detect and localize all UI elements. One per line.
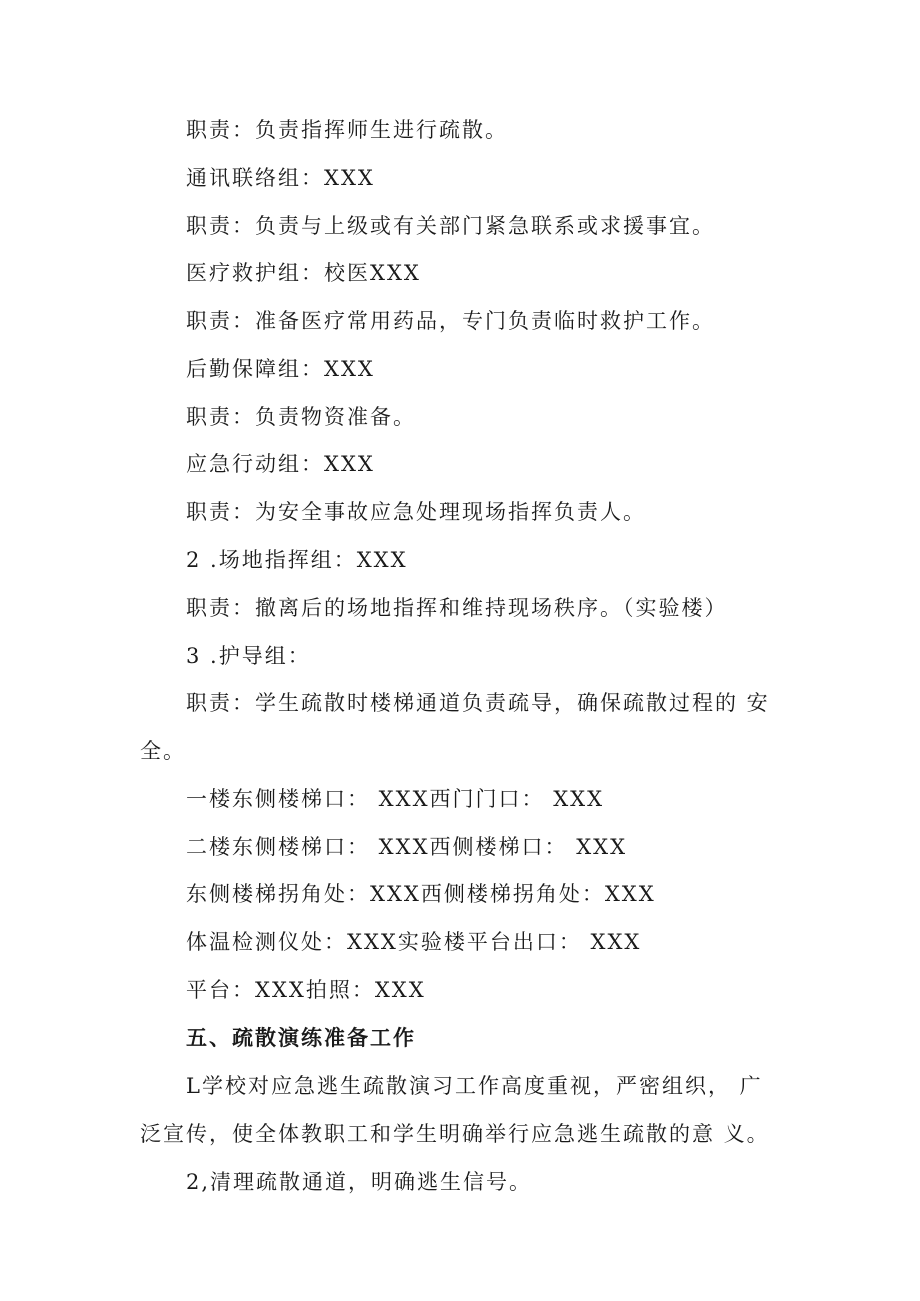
text-line: 一楼东侧楼梯口： XXX西门门口： XXX: [186, 787, 605, 811]
text-line: 职责：学生疏散时楼梯通道负责疏导，确保疏散过程的 安: [186, 691, 770, 715]
text-line: 职责：负责物资准备。: [186, 405, 416, 429]
text-line: 职责：负责与上级或有关部门紧急联系或求援事宜。: [186, 214, 715, 238]
text-line: 2 .场地指挥组：XXX: [186, 548, 408, 572]
text-line: 体温检测仪处：XXX实验楼平台出口： XXX: [186, 930, 642, 954]
text-line: 职责：撤离后的场地指挥和维持现场秩序。（实验楼）: [186, 596, 728, 620]
text-line: 职责：负责指挥师生进行疏散。: [186, 118, 508, 142]
text-line: 应急行动组：XXX: [186, 452, 375, 476]
text-line: 全。: [140, 739, 186, 763]
text-line: 职责：准备医疗常用药品，专门负责临时救护工作。: [186, 309, 715, 333]
text-line: 后勤保障组：XXX: [186, 357, 375, 381]
text-line: 平台：XXX拍照：XXX: [186, 978, 426, 1002]
text-line: 职责：为安全事故应急处理现场指挥负责人。: [186, 500, 646, 524]
text-line: 二楼东侧楼梯口： XXX西侧楼梯口： XXX: [186, 835, 628, 859]
text-line: L学校对应急逃生疏散演习工作高度重视，严密组织， 广: [186, 1074, 763, 1098]
text-line: 2,清理疏散通道，明确逃生信号。: [186, 1170, 533, 1194]
text-line: 泛宣传，使全体教职工和学生明确举行应急逃生疏散的意 义。: [140, 1122, 770, 1146]
section-heading: 五、疏散演练准备工作: [186, 1025, 416, 1050]
text-line: 3 .护导组：: [186, 644, 311, 668]
text-line: 东侧楼梯拐角处：XXX西侧楼梯拐角处：XXX: [186, 882, 656, 906]
text-line: 通讯联络组：XXX: [186, 166, 375, 190]
text-line: 医疗救护组：校医XXX: [186, 261, 421, 285]
